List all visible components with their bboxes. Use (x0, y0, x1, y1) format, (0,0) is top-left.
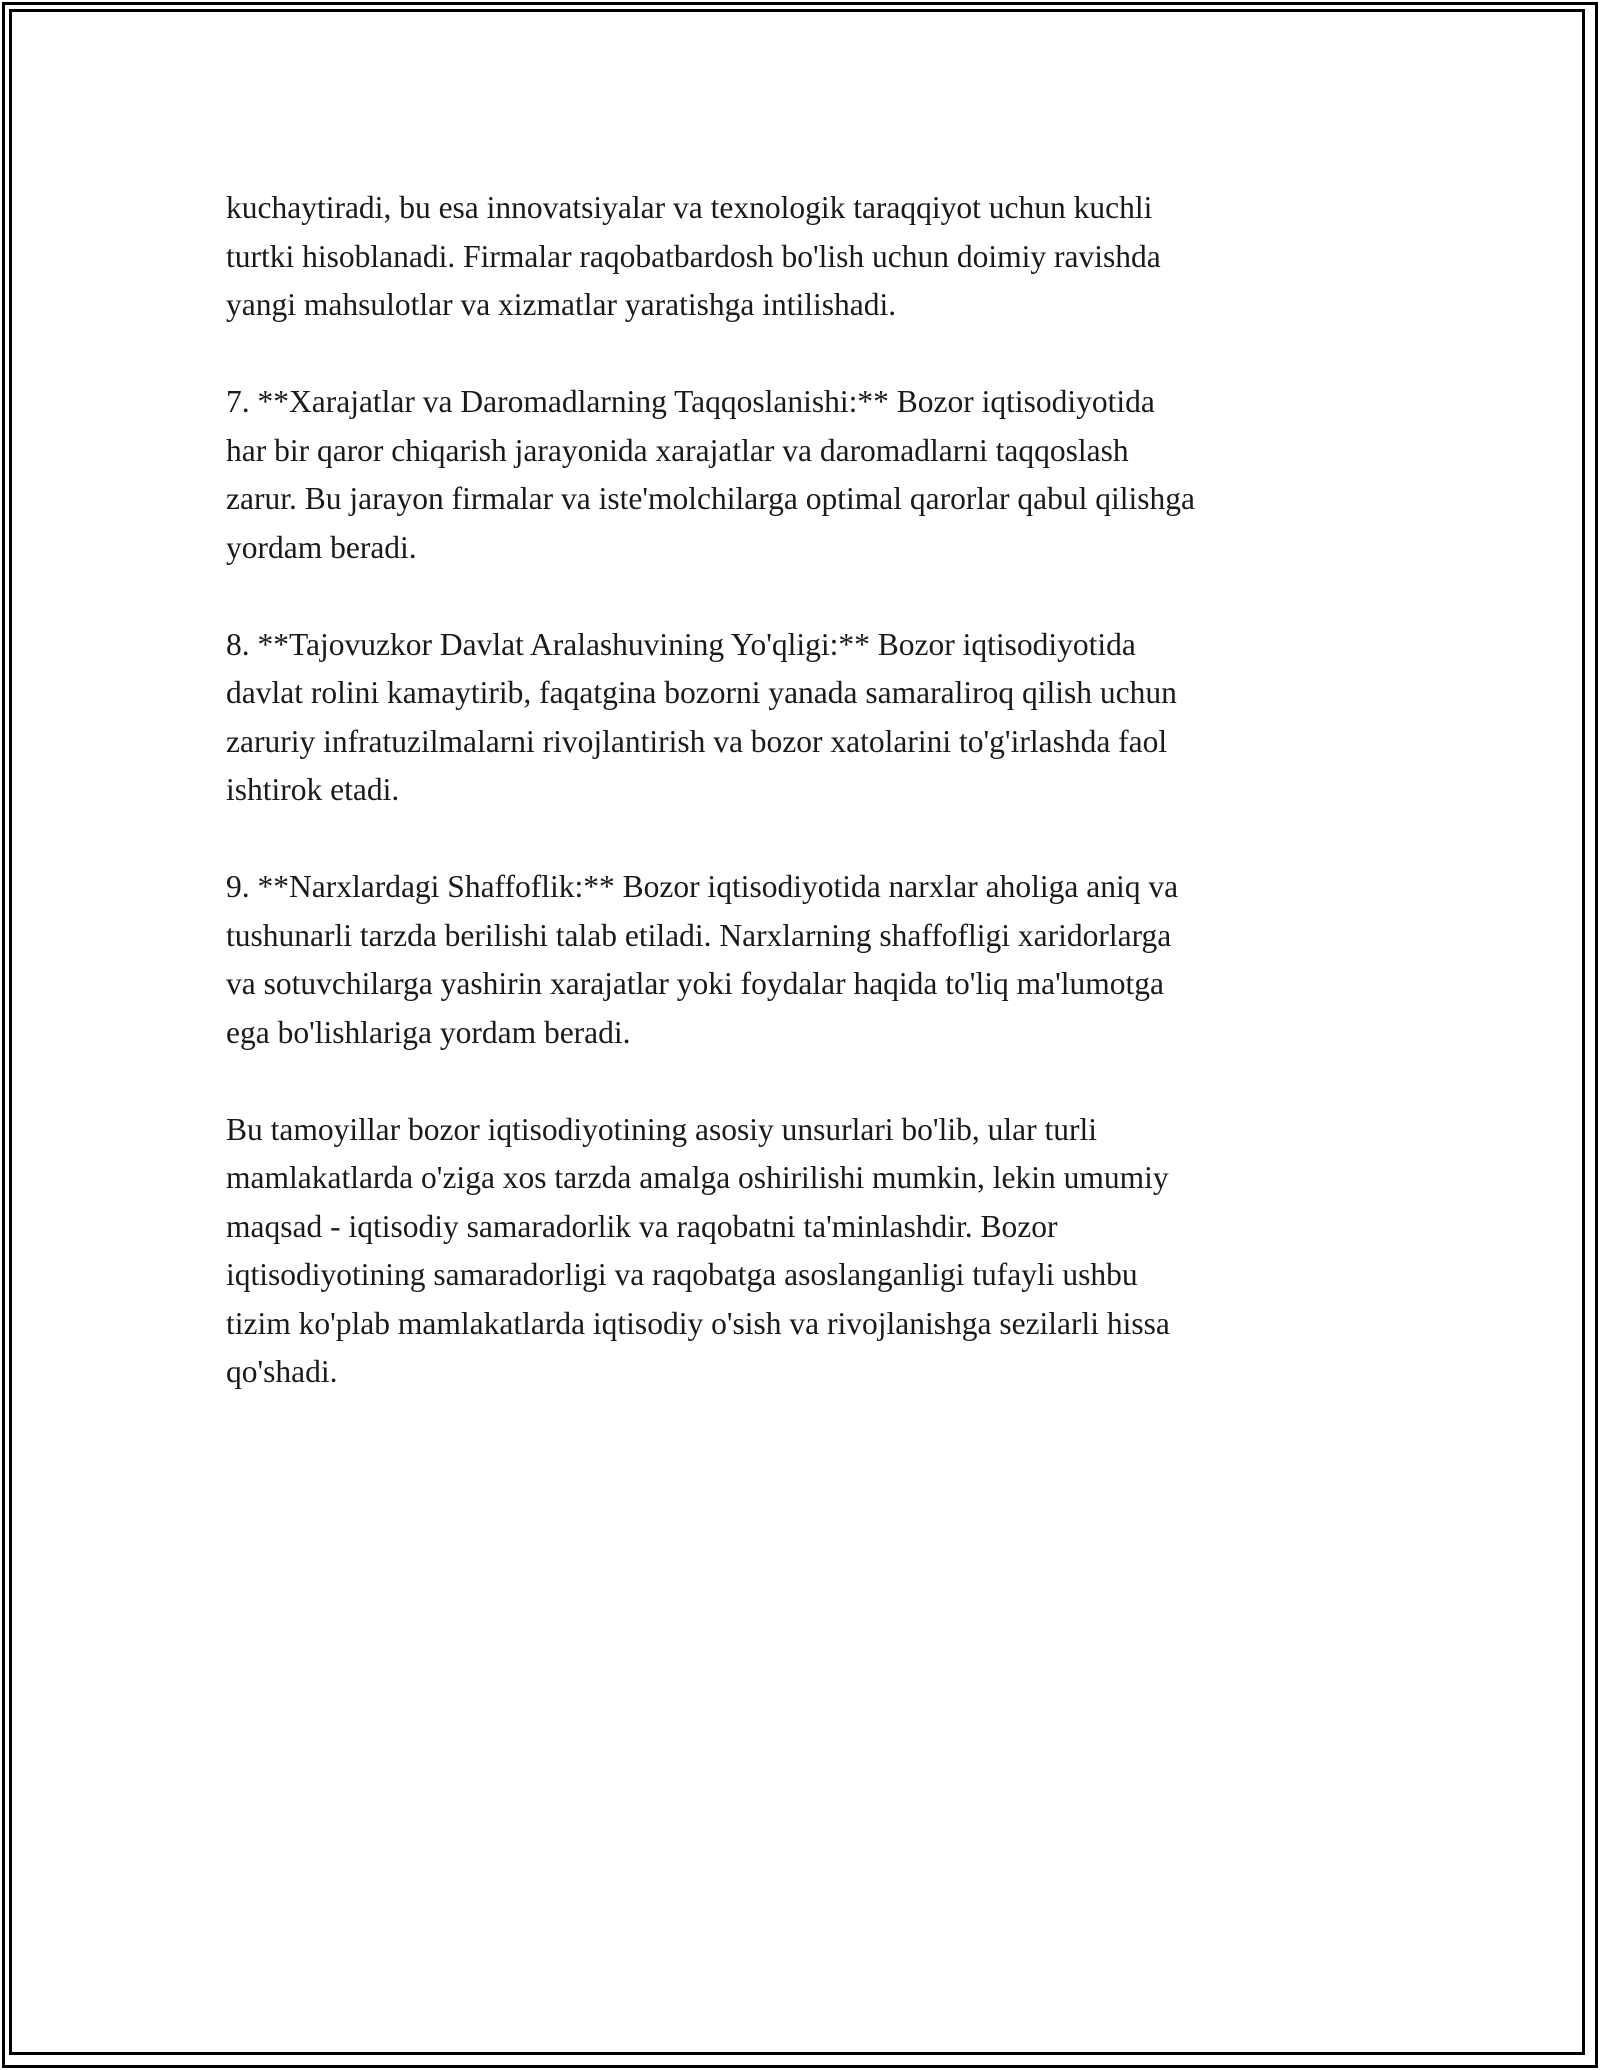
text-line: 8. **Tajovuzkor Davlat Aralashuvining Yo'qligi:** Bozor iqtisodiyotida (226, 626, 1136, 662)
paragraph-conclusion (226, 1106, 1386, 1397)
text-line: qo'shadi. (226, 1354, 338, 1389)
paragraph-innovation-continuation (226, 184, 1386, 330)
text-line: ishtirok etadi. (226, 772, 400, 807)
text-line: zarur. Bu jarayon firmalar va iste'molchilarga optimal qarorlar qabul qilishga (226, 481, 1196, 516)
text-line: yangi mahsulotlar va xizmatlar yaratishga intilishadi. (226, 287, 897, 322)
paragraph-item-8 (226, 621, 1386, 815)
text-line: zaruriy infratuzilmalarni rivojlantirish va bozor xatolarini to'g'irlashda faol (226, 723, 1168, 759)
text-line: har bir qaror chiqarish jarayonida xarajatlar va daromadlarni taqqoslash (226, 432, 1129, 468)
text-line: iqtisodiyotining samaradorligi va raqobatga asoslanganligi tufayli ushbu (226, 1257, 1138, 1292)
text-line: va sotuvchilarga yashirin xarajatlar yoki foydalar haqida to'liq ma'lumotga (226, 966, 1164, 1001)
text-line: tizim ko'plab mamlakatlarda iqtisodiy o'sish va rivojlanishga sezilarli hissa (226, 1305, 1170, 1341)
document-body (226, 184, 1386, 1445)
text-line: maqsad - iqtisodiy samaradorlik va raqobatni ta'minlashdir. Bozor (226, 1208, 1058, 1244)
text-line: turtki hisoblanadi. Firmalar raqobatbardosh bo'lish uchun doimiy ravishda (226, 238, 1161, 274)
text-line: mamlakatlarda o'ziga xos tarzda amalga oshirilishi mumkin, lekin umumiy (226, 1160, 1169, 1195)
text-line: yordam beradi. (226, 529, 417, 565)
text-line: 9. **Narxlardagi Shaffoflik:** Bozor iqtisodiyotida narxlar aholiga aniq va (226, 869, 1179, 904)
paragraph-item-7 (226, 378, 1386, 572)
paragraph-item-9 (226, 863, 1386, 1057)
text-line: ega bo'lishlariga yordam beradi. (226, 1014, 631, 1050)
text-line: 7. **Xarajatlar va Daromadlarning Taqqoslanishi:** Bozor iqtisodiyotida (226, 384, 1155, 419)
text-line: davlat rolini kamaytirib, faqatgina bozorni yanada samaraliroq qilish uchun (226, 675, 1177, 710)
text-line: tushunarli tarzda berilishi talab etiladi. Narxlarning shaffofligi xaridorlarga (226, 917, 1172, 953)
text-line: Bu tamoyillar bozor iqtisodiyotining asosiy unsurlari bo'lib, ular turli (226, 1111, 1097, 1147)
text-line: kuchaytiradi, bu esa innovatsiyalar va texnologik taraqqiyot uchun kuchli (226, 190, 1153, 225)
